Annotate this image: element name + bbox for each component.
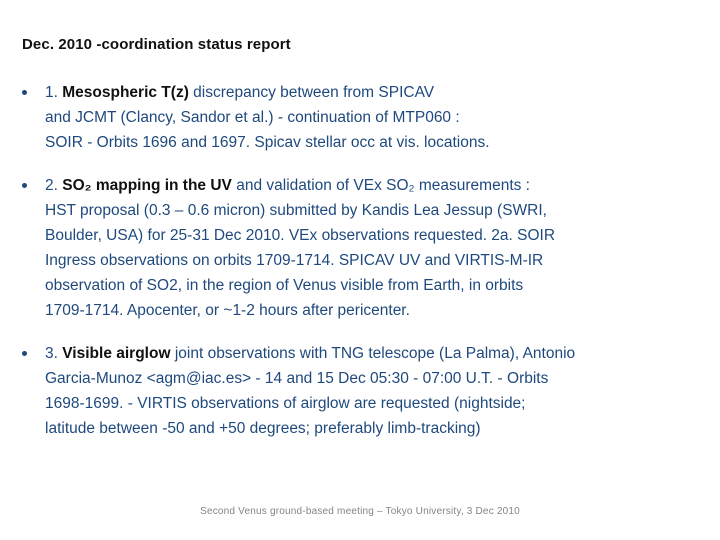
bullet-icon	[22, 183, 27, 188]
bullet-icon	[22, 90, 27, 95]
bullet-line: SOIR - Orbits 1696 and 1697. Spicav stellar occ at vis. locations.	[45, 134, 490, 151]
bullet-line-text: joint observations with TNG telescope (La Palma), Antonio	[174, 345, 576, 362]
bullet-line-text: discrepancy between from SPICAV	[193, 84, 435, 101]
bullet-line: observation of SO2, in the region of Venus visible from Earth, in orbits	[45, 277, 524, 294]
slide-title: Dec. 2010 -coordination status report	[22, 36, 291, 53]
bullet-line: Ingress observations on orbits 1709-1714. SPICAV UV and VIRTIS-M-IR	[45, 252, 544, 269]
bullet-bold-phrase: SO₂ mapping in the UV	[62, 177, 232, 194]
bullet-item-3	[22, 341, 704, 441]
bullet-bold-phrase: Visible airglow	[62, 345, 171, 362]
bullet-number: 2.	[45, 177, 58, 194]
bullet-line	[45, 341, 575, 366]
bullet-line-text: and validation of VEx SO₂ measurements :	[236, 177, 530, 194]
bullet-text-3	[45, 341, 575, 441]
bullet-line: Boulder, USA) for 25-31 Dec 2010. VEx observations requested. 2a. SOIR	[45, 227, 556, 244]
bullet-line: 1698-1699. - VIRTIS observations of airglow are requested (nightside;	[45, 395, 526, 412]
slide-body	[22, 80, 704, 459]
bullet-line: Garcia-Munoz <agm@iac.es> - 14 and 15 Dec 05:30 - 07:00 U.T. - Orbits	[45, 370, 549, 387]
slide-footer: Second Venus ground-based meeting – Tokyo University, 3 Dec 2010	[200, 506, 520, 517]
bullet-line: latitude between -50 and +50 degrees; preferably limb-tracking)	[45, 420, 481, 437]
bullet-line	[45, 173, 555, 198]
bullet-line: and JCMT (Clancy, Sandor et al.) - continuation of MTP060 :	[45, 109, 460, 126]
bullet-line: HST proposal (0.3 – 0.6 micron) submitted by Kandis Lea Jessup (SWRI,	[45, 202, 547, 219]
bullet-bold-phrase: Mesospheric T(z)	[62, 84, 189, 101]
bullet-item-1	[22, 80, 704, 155]
bullet-item-2	[22, 173, 704, 323]
bullet-text-2	[45, 173, 555, 323]
bullet-icon	[22, 351, 27, 356]
bullet-line: 1709-1714. Apocenter, or ~1-2 hours after pericenter.	[45, 302, 410, 319]
bullet-line	[45, 80, 490, 105]
bullet-number: 3.	[45, 345, 58, 362]
bullet-number: 1.	[45, 84, 58, 101]
bullet-text-1	[45, 80, 490, 155]
